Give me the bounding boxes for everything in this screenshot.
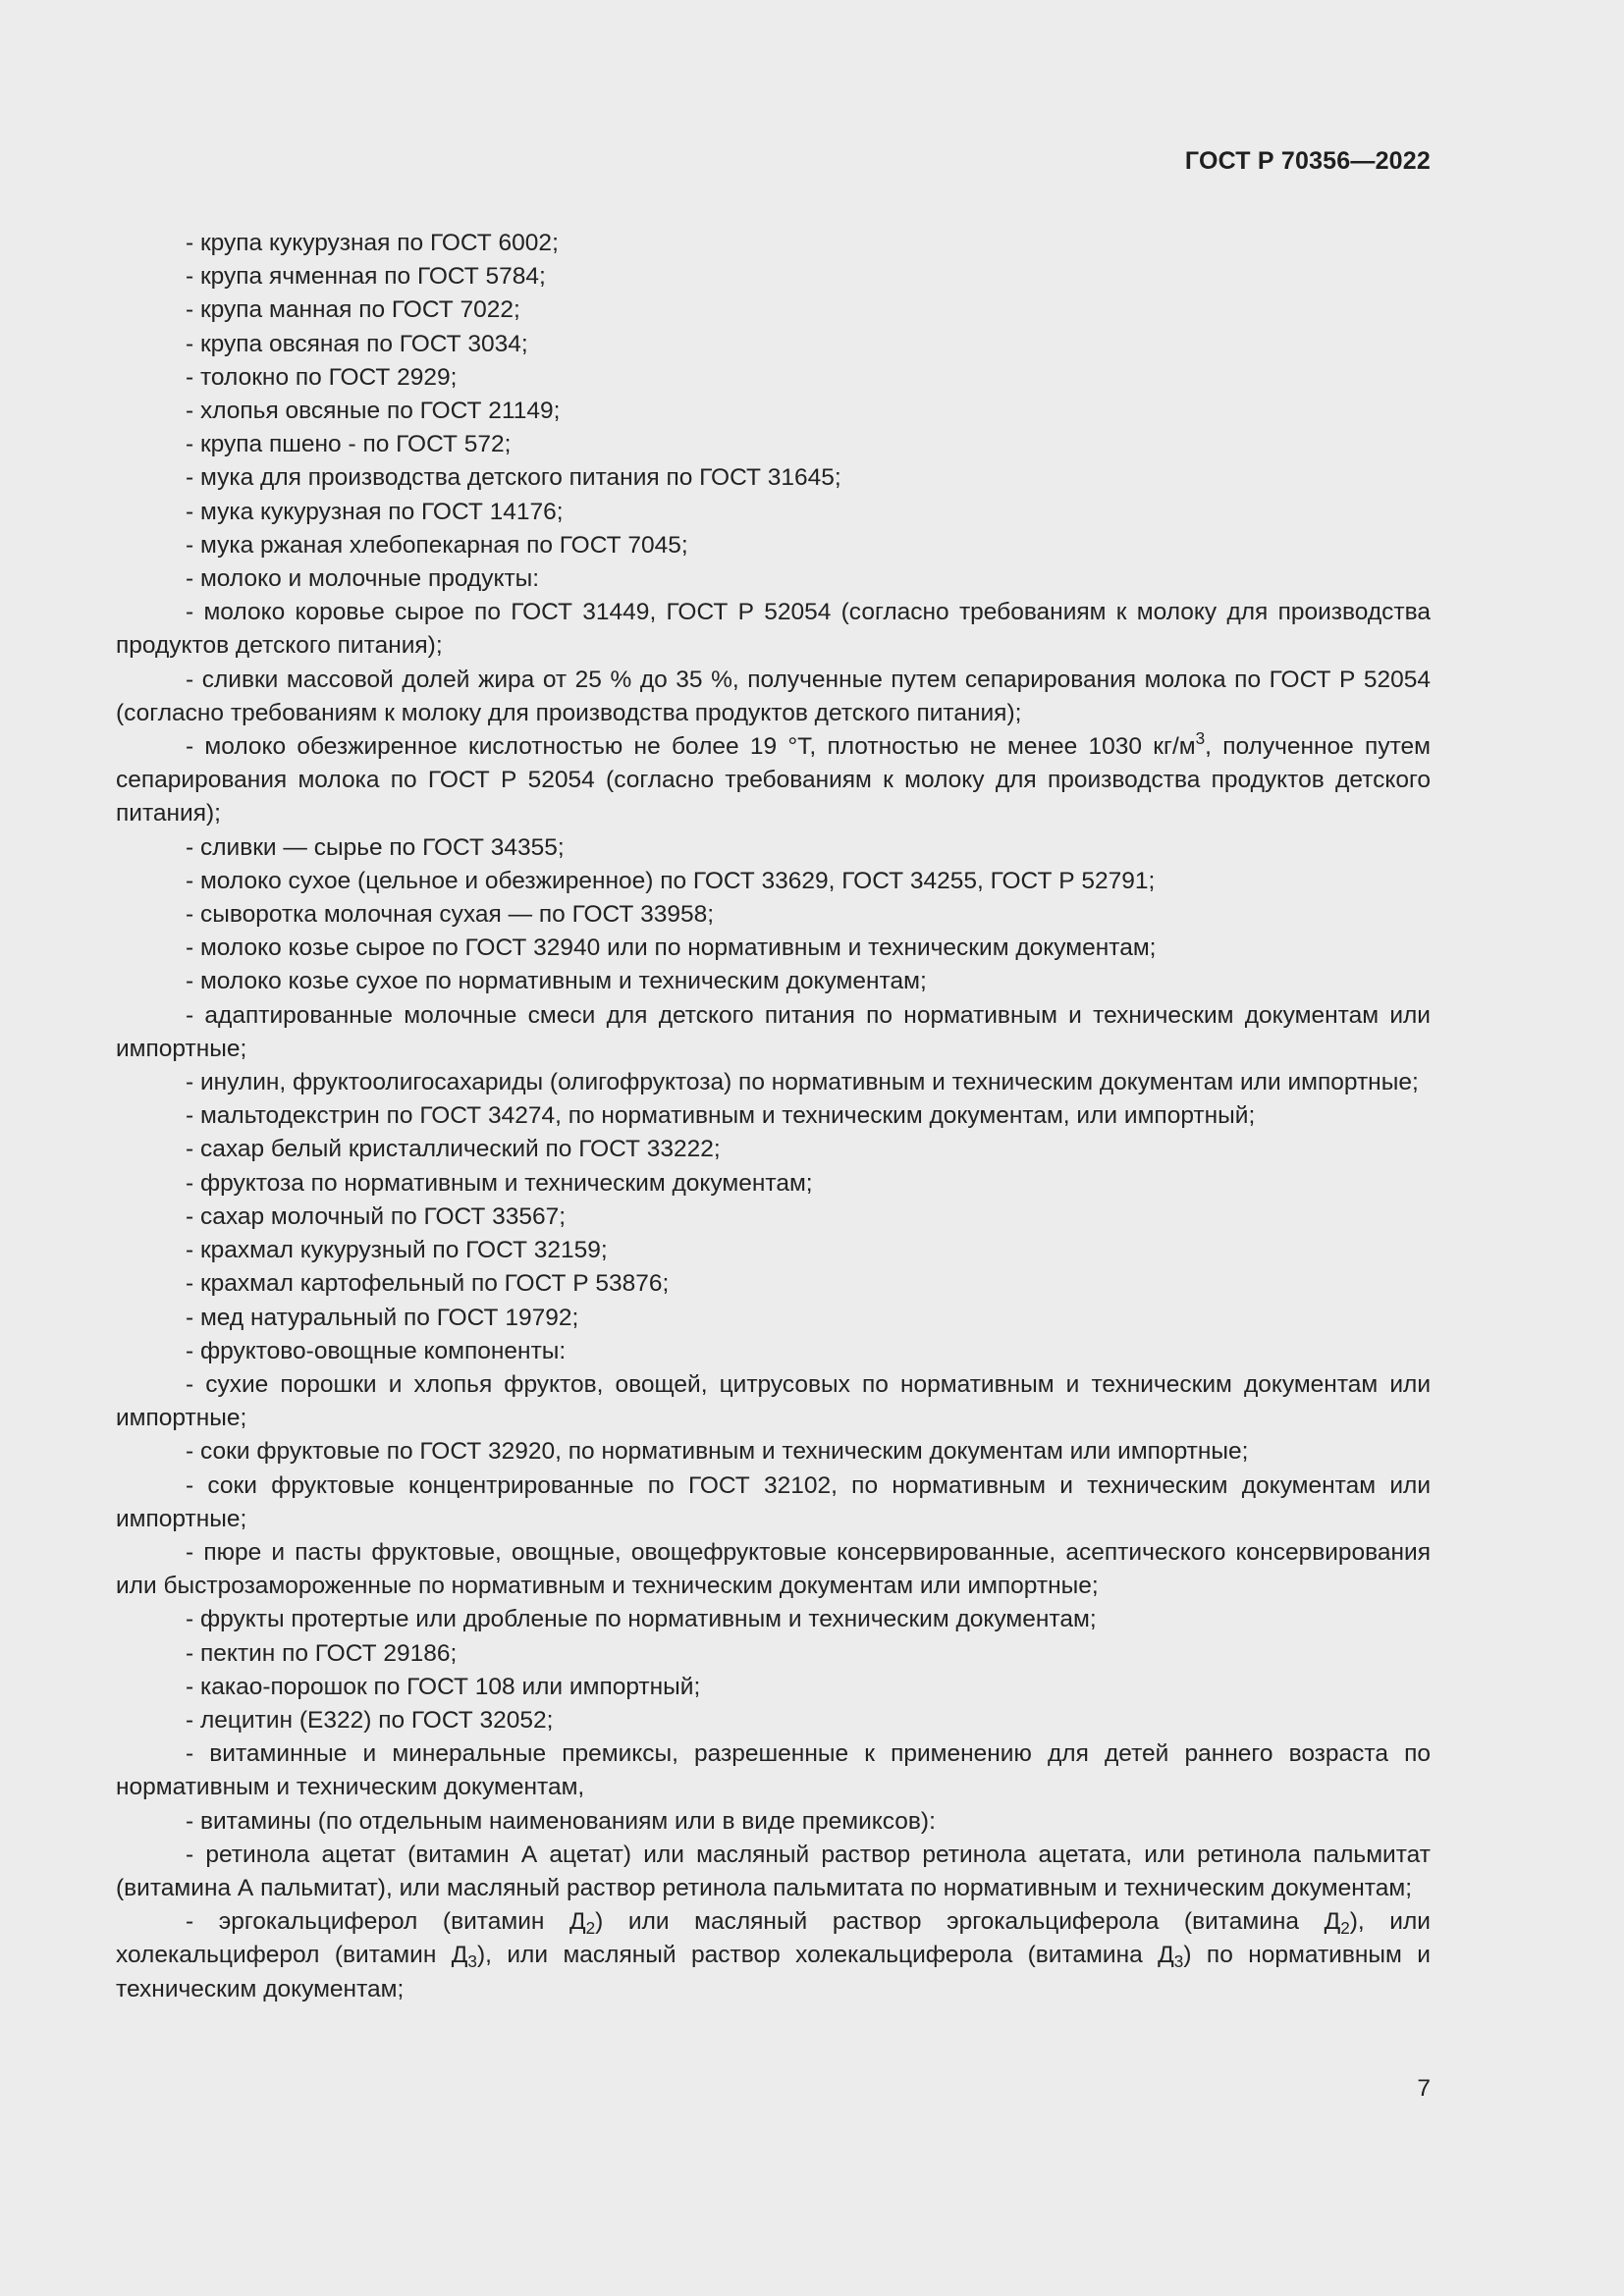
- list-item: - мука ржаная хлебопекарная по ГОСТ 7045;: [186, 531, 688, 559]
- subscript: 2: [585, 1918, 596, 1939]
- list-item: - фрукты протертые или дробленые по нормативным и техническим документам;: [186, 1606, 1097, 1633]
- subscript: 3: [1173, 1951, 1184, 1972]
- list-item: - сливки — сырье по ГОСТ 34355;: [186, 833, 565, 861]
- list-item: - крахмал кукурузный по ГОСТ 32159;: [186, 1237, 608, 1264]
- list-item: - крупа манная по ГОСТ 7022;: [186, 296, 520, 324]
- list-item: - витамины (по отдельным наименованиям или в виде премиксов):: [186, 1807, 936, 1835]
- vitamin-d-text-3: ), или холекальциферол (витамин Д: [116, 1908, 1431, 1969]
- list-item: - какао-порошок по ГОСТ 108 или импортный;: [186, 1673, 701, 1700]
- list-item: - мука кукурузная по ГОСТ 14176;: [186, 498, 564, 525]
- list-item: - молоко сухое (цельное и обезжиренное) по ГОСТ 33629, ГОСТ 34255, ГОСТ Р 52791;: [186, 867, 1156, 894]
- list-item: - сыворотка молочная сухая — по ГОСТ 33958;: [186, 901, 715, 929]
- list-item: - сухие порошки и хлопья фруктов, овощей, цитрусовых по нормативным и техническим документам или импортные;: [116, 1370, 1431, 1432]
- list-item: - витаминные и минеральные премиксы, разрешенные к применению для детей раннего возраста по нормативным и техническим документам,: [116, 1740, 1431, 1801]
- list-item: - толокно по ГОСТ 2929;: [186, 363, 458, 391]
- list-item: - мальтодекстрин по ГОСТ 34274, по нормативным и техническим документам, или импортный;: [186, 1102, 1256, 1130]
- list-item: - крупа кукурузная по ГОСТ 6002;: [186, 230, 559, 256]
- list-item: - молоко и молочные продукты:: [186, 565, 540, 593]
- skim-milk-text-part2: , полученное путем сепарирования молока по ГОСТ Р 52054 (согласно требованиям к молоку для производства продуктов детского питания);: [116, 733, 1431, 828]
- list-item: - молоко козье сырое по ГОСТ 32940 или по нормативным и техническим документам;: [186, 934, 1157, 962]
- list-item: - фруктово-овощные компоненты:: [186, 1337, 567, 1364]
- list-item: - хлопья овсяные по ГОСТ 21149;: [186, 398, 561, 425]
- list-item: - крупа пшено - по ГОСТ 572;: [186, 431, 512, 458]
- list-item: - мука для производства детского питания по ГОСТ 31645;: [186, 464, 841, 492]
- list-item: - пюре и пасты фруктовые, овощные, овощефруктовые консервированные, асептического консервирования или быстрозамороженные по нормативным и техническим документам или импортные;: [116, 1538, 1431, 1600]
- list-item: - крупа овсяная по ГОСТ 3034;: [186, 330, 528, 357]
- list-item: - крупа ячменная по ГОСТ 5784;: [186, 263, 546, 291]
- document-header-standard-id: ГОСТ Р 70356—2022: [1184, 147, 1431, 175]
- list-item: - сливки массовой долей жира от 25 % до 35 %, полученные путем сепарирования молока по ГОСТ Р 52054 (согласно требованиям к молоку для производства продуктов детского питания);: [116, 666, 1431, 726]
- list-item: - соки фруктовые по ГОСТ 32920, по нормативным и техническим документам или импортные;: [186, 1438, 1249, 1466]
- page-number: 7: [1417, 2075, 1431, 2102]
- list-item-skim-milk: [116, 730, 1431, 831]
- list-item: - ретинола ацетат (витамин А ацетат) или масляный раствор ретинола ацетата, или ретинола пальмитат (витамина А пальмитат), или масляный раствор ретинола пальмитата по нормативным и техническим документам;: [116, 1841, 1431, 1901]
- list-item: - лецитин (Е322) по ГОСТ 32052;: [186, 1706, 554, 1734]
- vitamin-d-text-4: ), или масляный раствор холекальциферола (витамина Д: [476, 1942, 1174, 1969]
- list-item: - молоко козье сухое по нормативным и техническим документам;: [186, 968, 927, 995]
- subscript: 3: [467, 1951, 477, 1972]
- vitamin-d-text-1: - эргокальциферол (витамин Д: [186, 1908, 586, 1936]
- list-item-vitamin-d: [116, 1905, 1431, 2006]
- list-item: - адаптированные молочные смеси для детского питания по нормативным и техническим документам или импортные;: [116, 1001, 1431, 1062]
- skim-milk-text-part1: - молоко обезжиренное кислотностью не более 19 °Т, плотностью не менее 1030 кг/м: [186, 733, 1196, 761]
- list-item: - сахар молочный по ГОСТ 33567;: [186, 1202, 567, 1230]
- vitamin-d-text-2: ) или масляный раствор эргокальциферола (витамина Д: [595, 1908, 1341, 1936]
- list-item: - мед натуральный по ГОСТ 19792;: [186, 1304, 579, 1331]
- vitamin-d-text-5: ) по нормативным и техническим документам;: [116, 1942, 1431, 2002]
- list-item: - фруктоза по нормативным и техническим документам;: [186, 1169, 813, 1197]
- list-item: - сахар белый кристаллический по ГОСТ 33222;: [186, 1136, 721, 1163]
- list-item: - соки фруктовые концентрированные по ГОСТ 32102, по нормативным и техническим документам или импортные;: [116, 1471, 1431, 1532]
- subscript: 2: [1340, 1918, 1350, 1939]
- list-item: - инулин, фруктоолигосахариды (олигофруктоза) по нормативным и техническим документам или импортные;: [186, 1069, 1419, 1096]
- superscript: 3: [1195, 728, 1206, 749]
- list-item: - крахмал картофельный по ГОСТ Р 53876;: [186, 1270, 670, 1298]
- document-body: [116, 227, 1431, 2006]
- list-item: - молоко коровье сырое по ГОСТ 31449, ГОСТ Р 52054 (согласно требованиям к молоку для производства продуктов детского питания);: [116, 599, 1431, 660]
- list-item: - пектин по ГОСТ 29186;: [186, 1639, 458, 1667]
